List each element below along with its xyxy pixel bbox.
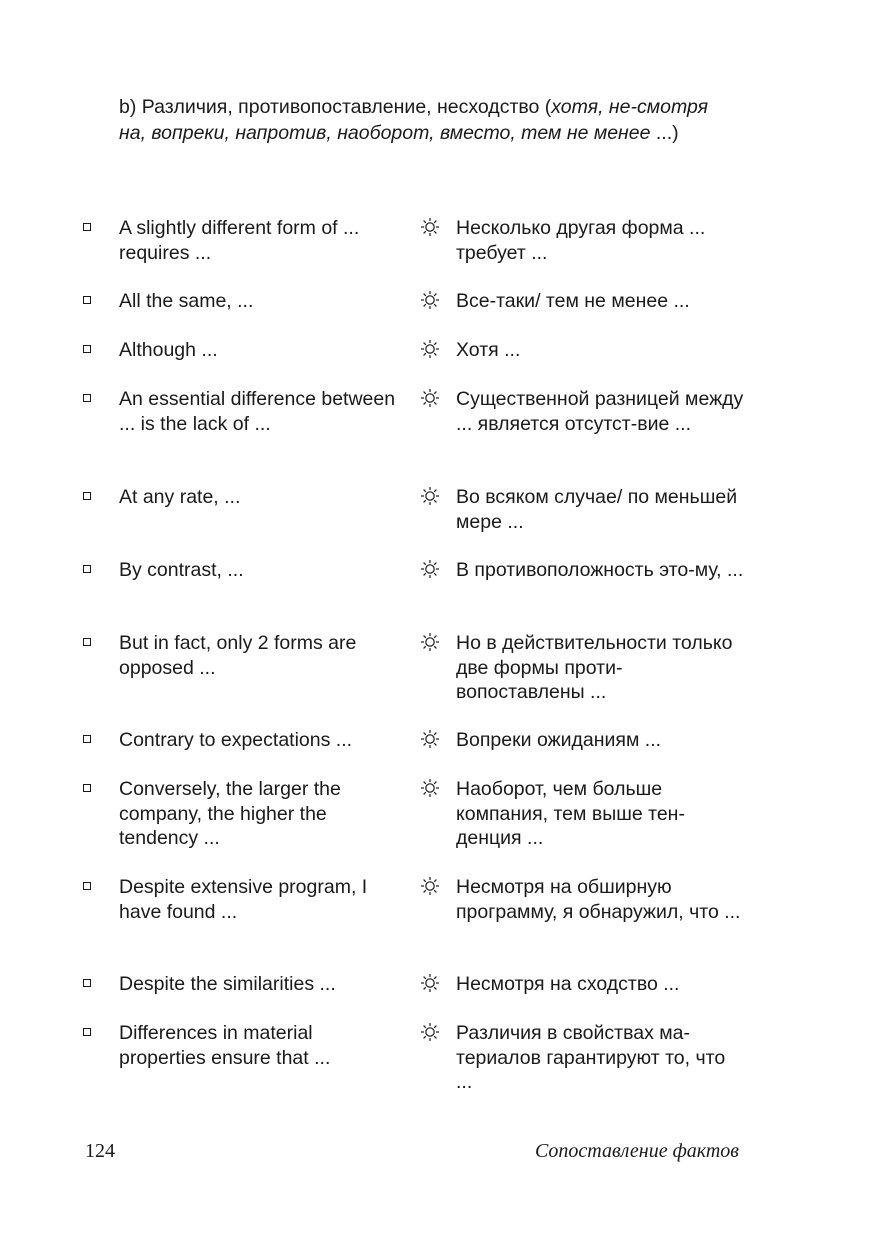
sun-icon — [420, 559, 440, 579]
sun-icon — [420, 339, 440, 359]
checkbox-square-icon — [83, 1028, 91, 1036]
english-phrase: Despite the similarities ... — [119, 973, 336, 995]
page-number: 124 — [85, 1140, 115, 1162]
english-phrase: Differences in material properties ensure that ... — [119, 1022, 331, 1069]
english-phrase: Although ... — [119, 339, 218, 361]
russian-translation: Несмотря на сходство ... — [456, 973, 680, 995]
russian-translation: В противоположность это-му, ... — [456, 559, 744, 581]
heading-prefix: b) Различия, противопоставление, несходство ( — [119, 96, 552, 118]
english-phrase: Despite extensive program, I have found ... — [119, 876, 368, 923]
checkbox-square-icon — [83, 638, 91, 646]
russian-translation: Различия в свойствах ма-териалов гарантируют то, что ... — [456, 1022, 726, 1093]
english-phrase: Contrary to expectations ... — [119, 729, 353, 751]
sun-icon — [420, 973, 440, 993]
sun-icon — [420, 217, 440, 237]
heading-italic-examples: хотя, не-смотря на, вопреки, напротив, наоборот, вместо, тем не менее — [119, 96, 709, 144]
russian-translation: Существенной разницей между ... является отсутст-вие ... — [456, 388, 744, 435]
checkbox-square-icon — [83, 565, 91, 573]
english-phrase: But in fact, only 2 forms are opposed ... — [119, 632, 357, 679]
english-phrase: Conversely, the larger the company, the higher the tendency ... — [119, 778, 341, 849]
sun-icon — [420, 729, 440, 749]
checkbox-square-icon — [83, 492, 91, 500]
russian-translation: Несколько другая форма ... требует ... — [456, 217, 706, 264]
english-phrase: An essential difference between ... is the lack of ... — [119, 388, 396, 435]
sun-icon — [420, 778, 440, 798]
running-footer-title: Сопоставление фактов — [534, 1140, 739, 1162]
checkbox-square-icon — [83, 735, 91, 743]
checkbox-square-icon — [83, 394, 91, 402]
russian-translation: Все-таки/ тем не менее ... — [456, 290, 690, 312]
checkbox-square-icon — [83, 296, 91, 304]
sun-icon — [420, 1022, 440, 1042]
heading-suffix: ...) — [650, 122, 679, 144]
checkbox-square-icon — [83, 882, 91, 890]
english-phrase: At any rate, ... — [119, 486, 241, 508]
russian-translation: Хотя ... — [456, 339, 521, 361]
russian-translation: Несмотря на обширную программу, я обнаружил, что ... — [456, 876, 741, 923]
section-heading — [119, 94, 719, 146]
russian-translation: Вопреки ожиданиям ... — [456, 729, 662, 751]
sun-icon — [420, 388, 440, 408]
checkbox-square-icon — [83, 345, 91, 353]
sun-icon — [420, 486, 440, 506]
russian-translation: Во всяком случае/ по меньшей мере ... — [456, 486, 738, 533]
sun-icon — [420, 876, 440, 896]
english-phrase: By contrast, ... — [119, 559, 244, 581]
checkbox-square-icon — [83, 979, 91, 987]
checkbox-square-icon — [83, 223, 91, 231]
sun-icon — [420, 290, 440, 310]
english-phrase: All the same, ... — [119, 290, 254, 312]
english-phrase: A slightly different form of ... requires ... — [119, 217, 360, 264]
russian-translation: Но в действительности только две формы проти-вопоставлены ... — [456, 632, 733, 703]
checkbox-square-icon — [83, 784, 91, 792]
russian-translation: Наоборот, чем больше компания, тем выше тен-денция ... — [456, 778, 685, 849]
sun-icon — [420, 632, 440, 652]
